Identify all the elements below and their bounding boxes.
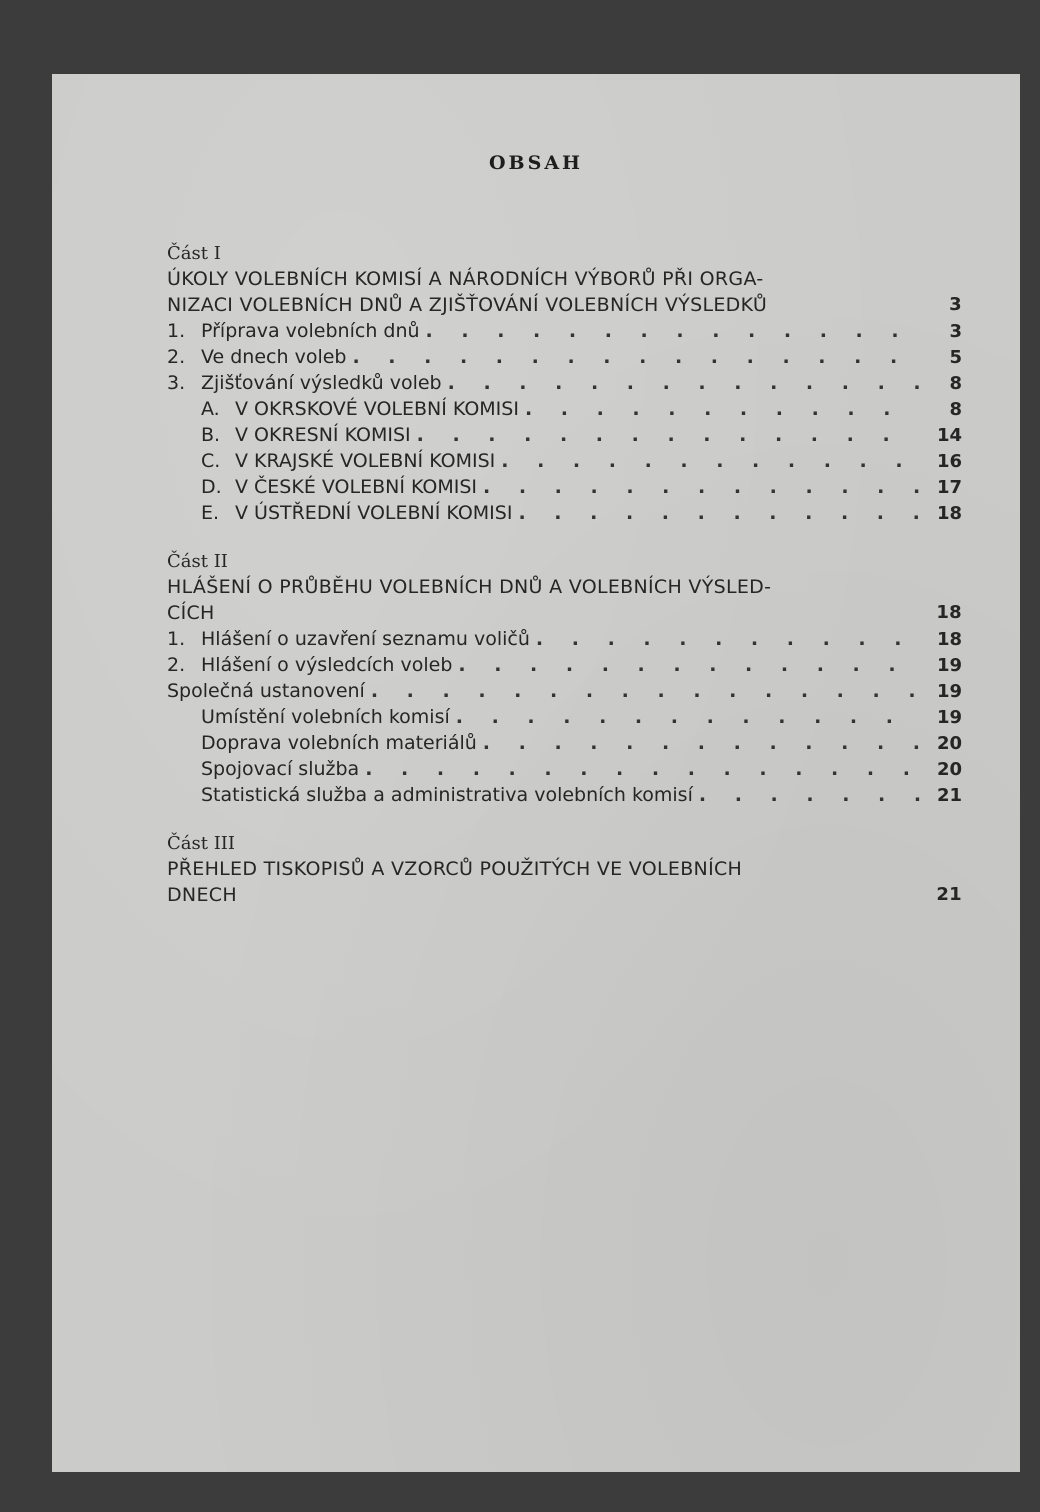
part-2-title-line-2: [167, 600, 962, 626]
toc-entry-page: 18: [936, 629, 962, 650]
part-1-label: Část I: [167, 243, 221, 264]
toc-entry-page: 19: [936, 707, 962, 728]
toc-entry-title: Spojovací služba: [201, 758, 360, 780]
toc-subentry[interactable]: [167, 396, 962, 422]
toc-entry-page: 5: [949, 347, 962, 368]
toc-entry-title: Hlášení o výsledcích voleb: [201, 654, 453, 676]
toc-subentry[interactable]: [167, 782, 962, 808]
toc-entry-page: 19: [936, 655, 962, 676]
toc-entry-page: 20: [936, 733, 962, 754]
part-3-label: Část III: [167, 833, 236, 854]
dot-leader: [501, 448, 920, 474]
toc-entry-title: Statistická služba a administrativa volebních komisí: [201, 784, 693, 806]
toc-entry-title: V OKRESNÍ KOMISI: [235, 424, 411, 446]
dot-leader: [483, 730, 920, 756]
toc-entry-page: 18: [936, 503, 962, 524]
toc-entry-letter: B.: [201, 424, 221, 446]
dot-leader: [426, 318, 920, 344]
toc-entry-number: 1.: [167, 320, 186, 342]
part-1: [167, 242, 962, 526]
part-3-title-line-1: PŘEHLED TISKOPISŮ A VZORCŮ POUŽITÝCH VE VOLEBNÍCH: [167, 858, 743, 880]
toc-entry-title: Hlášení o uzavření seznamu voličů: [201, 628, 530, 650]
toc-subentry[interactable]: [167, 730, 962, 756]
toc-entry[interactable]: [167, 678, 962, 704]
part-3-title-page: 21: [936, 884, 962, 905]
toc-entry-title: V KRAJSKÉ VOLEBNÍ KOMISI: [235, 450, 496, 472]
toc-entry-letter: D.: [201, 476, 222, 498]
part-3: [167, 832, 962, 908]
toc-entry-title: Umístění volebních komisí: [201, 706, 450, 728]
toc-entry-page: 8: [949, 373, 962, 394]
part-2-title-line-1: HLÁŠENÍ O PRŮBĚHU VOLEBNÍCH DNŮ A VOLEBNÍCH VÝSLED-: [167, 576, 772, 598]
toc-entry-page: 8: [949, 399, 962, 420]
toc-entry-page: 3: [949, 321, 962, 342]
toc-entry-number: 3.: [167, 372, 186, 394]
toc-entry[interactable]: [167, 344, 962, 370]
part-2-title-line-2-text: CÍCH: [167, 602, 215, 624]
dot-leader: [458, 652, 920, 678]
toc-entry-page: 14: [936, 425, 962, 446]
toc-entry-page: 16: [936, 451, 962, 472]
toc-subentry[interactable]: [167, 474, 962, 500]
part-1-title-line-2-text: NIZACI VOLEBNÍCH DNŮ A ZJIŠŤOVÁNÍ VOLEBNÍCH VÝSLEDKŮ: [167, 294, 768, 316]
dot-leader: [518, 500, 920, 526]
dot-leader: [525, 396, 920, 422]
dot-leader: [417, 422, 920, 448]
toc-subentry[interactable]: [167, 448, 962, 474]
toc-entry[interactable]: [167, 370, 962, 396]
part-1-title-page: 3: [949, 294, 962, 315]
toc-entry-page: 20: [936, 759, 962, 780]
toc-entry-number: 1.: [167, 628, 186, 650]
toc-entry-title: Doprava volebních materiálů: [201, 732, 477, 754]
part-2-title-page: 18: [936, 602, 962, 623]
part-1-title-line-1: ÚKOLY VOLEBNÍCH KOMISÍ A NÁRODNÍCH VÝBORŮ PŘI ORGA-: [167, 268, 764, 290]
toc-entry-title: Společná ustanovení: [167, 680, 365, 702]
dot-leader: [536, 626, 920, 652]
toc-entry[interactable]: [167, 652, 962, 678]
toc-entry-title: V ÚSTŘEDNÍ VOLEBNÍ KOMISI: [235, 502, 513, 524]
toc-subentry[interactable]: [167, 422, 962, 448]
toc-subentry[interactable]: [167, 756, 962, 782]
toc-entry-letter: A.: [201, 398, 220, 420]
toc-entry-number: 2.: [167, 654, 186, 676]
dot-leader: [365, 756, 920, 782]
dot-leader: [352, 344, 920, 370]
toc-entry-title: V ČESKÉ VOLEBNÍ KOMISI: [235, 476, 478, 498]
part-1-title-line-2: [167, 292, 962, 318]
part-2-label: Část II: [167, 551, 228, 572]
toc-subentry[interactable]: [167, 500, 962, 526]
part-3-title-line-2: [167, 882, 962, 908]
dot-leader: [699, 782, 920, 808]
toc-entry-title: Příprava volebních dnů: [201, 320, 420, 342]
page-heading: OBSAH: [488, 152, 584, 174]
toc-entry-title: Ve dnech voleb: [201, 346, 347, 368]
toc-entry-title: V OKRSKOVÉ VOLEBNÍ KOMISI: [235, 398, 519, 420]
dot-leader: [456, 704, 920, 730]
part-2: [167, 550, 962, 808]
toc-entry[interactable]: [167, 626, 962, 652]
toc-entry-number: 2.: [167, 346, 186, 368]
toc-entry-letter: C.: [201, 450, 221, 472]
part-3-title-line-2-text: DNECH: [167, 884, 237, 906]
toc-entry-letter: E.: [201, 502, 220, 524]
toc-entry-page: 21: [936, 785, 962, 806]
dot-leader: [371, 678, 920, 704]
dot-leader: [483, 474, 920, 500]
document-page: [52, 74, 1020, 1472]
toc-entry[interactable]: [167, 318, 962, 344]
dot-leader: [448, 370, 920, 396]
toc-subentry[interactable]: [167, 704, 962, 730]
toc-entry-page: 19: [936, 681, 962, 702]
toc-entry-page: 17: [936, 477, 962, 498]
toc-entry-title: Zjišťování výsledků voleb: [201, 372, 442, 394]
